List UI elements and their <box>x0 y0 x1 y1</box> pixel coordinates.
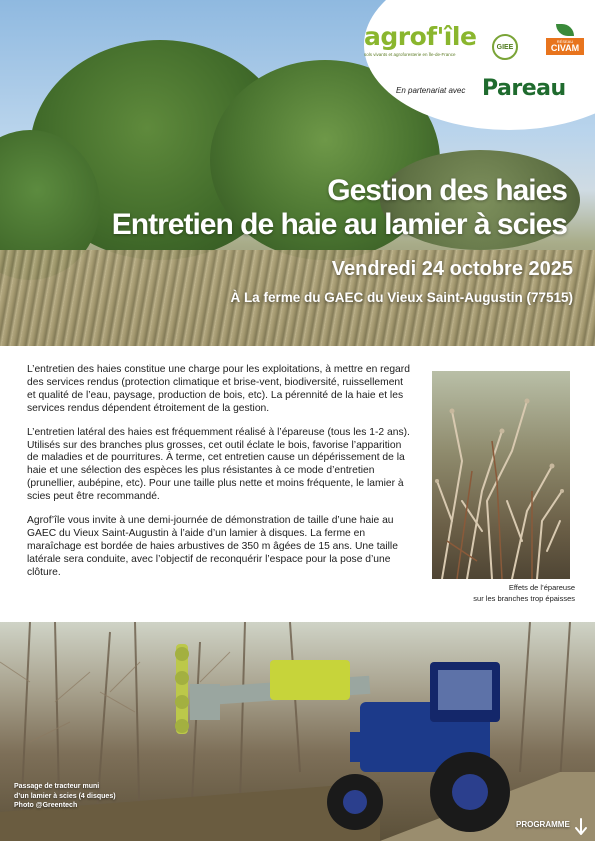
photo-credit: Photo @Greentech <box>14 802 78 809</box>
civam-logo-text: CIVAM <box>550 43 580 53</box>
caption-line: sur les branches trop épaisses <box>473 593 575 603</box>
event-location: À La ferme du GAEC du Vieux Saint-Augustin (77515) <box>230 290 573 305</box>
intro-paragraph: L’entretien latéral des haies est fréquemment réalisé à l’épareuse (tous les 1-2 ans). Utilisés sur des branches plus grosses, cet outil éclate le bois, favorise l’apparition de maladies et de pourritures. À terme, cet entretien cause un dépérissement de la haie et une sélection des espèces les plus résistantes à ce mode d’entretien (prunellier, aubépine, etc). Pour une taille plus nette et moins fréquente, le lamier à scies peut être recommandé. <box>27 426 410 503</box>
caption-line: Passage de tracteur muni <box>14 783 100 790</box>
intro-text <box>27 364 412 591</box>
arrow-down-icon[interactable] <box>574 818 588 836</box>
hedge-damage-photo <box>432 371 570 579</box>
agrofile-tagline: sols vivants et agroforesterie en Île-de-France <box>364 52 456 57</box>
caption-line: d’un lamier à scies (4 disques) <box>14 792 116 800</box>
page-title: Gestion des haies <box>327 174 567 207</box>
intro-paragraph: L’entretien des haies constitue une charge pour les exploitations, à mettre en regard des services rendus (protection climatique et brise-vent, biodiversité, ruissellement et qualité de l’eau, paysage, production de bois, etc). La pérennité de la haie et les services rendus dépendent étroitement de la gestion. <box>27 364 410 414</box>
intro-paragraph: Agrof’île vous invite à une demi-journée de démonstration de taille d’une haie au GAEC du Vieux Saint-Augustin à l’aide d’un lamier à disques. La ferme en maraîchage est bordée de haies arbustives de 350 m âgées de 15 ans. Une taille latérale sera conduite, avec l’objectif de reconquérir l’espace pour la pose d’une clôture. <box>27 515 398 578</box>
civam-region-text: RÉSEAU <box>556 39 574 44</box>
pareau-logo: Pareau <box>482 76 566 101</box>
agrofile-logo <box>364 22 476 57</box>
page-subtitle: Entretien de haie au lamier à scies <box>111 208 567 241</box>
giee-logo <box>492 34 526 62</box>
programme-link[interactable]: PROGRAMME <box>516 820 570 829</box>
event-date: Vendredi 24 octobre 2025 <box>331 258 573 280</box>
agrofile-logo-text: agrof'île <box>364 22 477 51</box>
civam-logo <box>546 24 586 66</box>
tractor-photo-caption <box>14 782 116 811</box>
caption-line: Effets de l’épareuse <box>508 583 575 592</box>
partner-label: En partenariat avec <box>396 86 466 95</box>
giee-logo-text: GIEE <box>496 43 514 51</box>
side-photo-caption <box>425 583 575 604</box>
leaf-icon <box>556 24 574 36</box>
